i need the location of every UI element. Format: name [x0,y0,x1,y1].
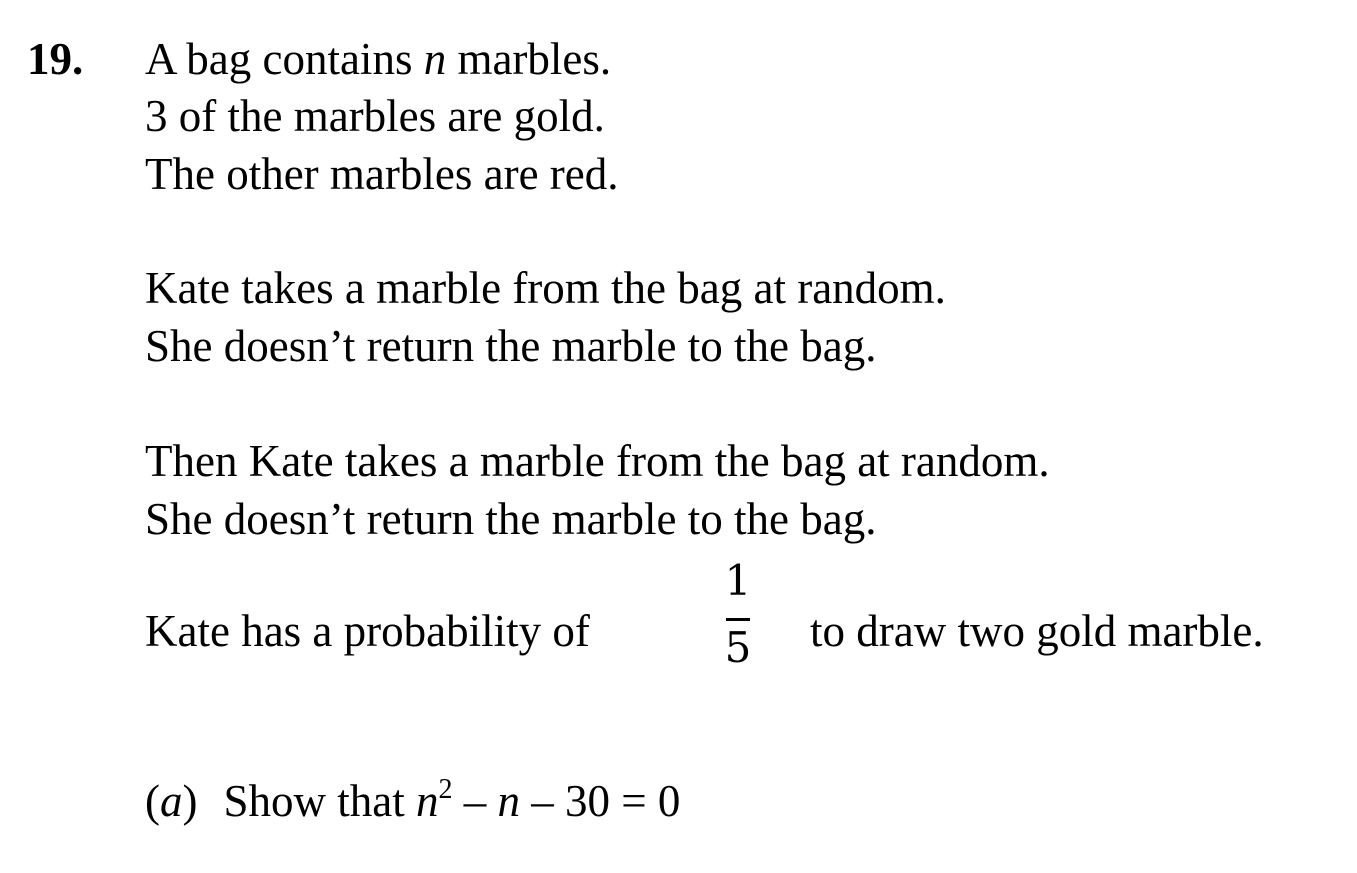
fraction-bar [726,618,750,621]
part-a-label-open: ( [145,776,160,826]
probability-sentence-end: to draw two gold marble. [810,606,1264,656]
equation-variable-n: n [416,776,439,826]
question-number: 19. [27,34,84,84]
question-line-1 [145,30,611,88]
probability-fraction [713,556,763,686]
part-a-label [145,776,198,826]
fraction-denominator: 5 [724,623,752,672]
equation-variable-n-2: n [497,776,521,826]
question-line-2: 3 of the marbles are gold. [145,91,605,141]
part-a-label-close: ) [182,776,198,826]
equation-minus: – [452,776,498,826]
question-line-3: The other marbles are red. [145,149,619,199]
line-1-post: marbles. [446,34,612,84]
equation-tail: – 30 = 0 [520,776,681,826]
line-1-pre: A bag contains [145,34,424,84]
variable-n: n [423,34,447,84]
question-line-6: Then Kate takes a marble from the bag at random. [145,436,1050,486]
probability-sentence-start: Kate has a probability of [145,606,590,656]
part-a-instruction: Show that [223,776,417,826]
question-line-5: She doesn’t return the marble to the bag. [145,321,877,371]
question-line-7: She doesn’t return the marble to the bag. [145,494,877,544]
question-line-4: Kate takes a marble from the bag at random. [145,263,946,313]
part-a [145,772,680,830]
equation-exponent: 2 [438,774,453,805]
part-a-label-letter: a [160,776,183,826]
fraction-numerator: 1 [724,556,752,605]
